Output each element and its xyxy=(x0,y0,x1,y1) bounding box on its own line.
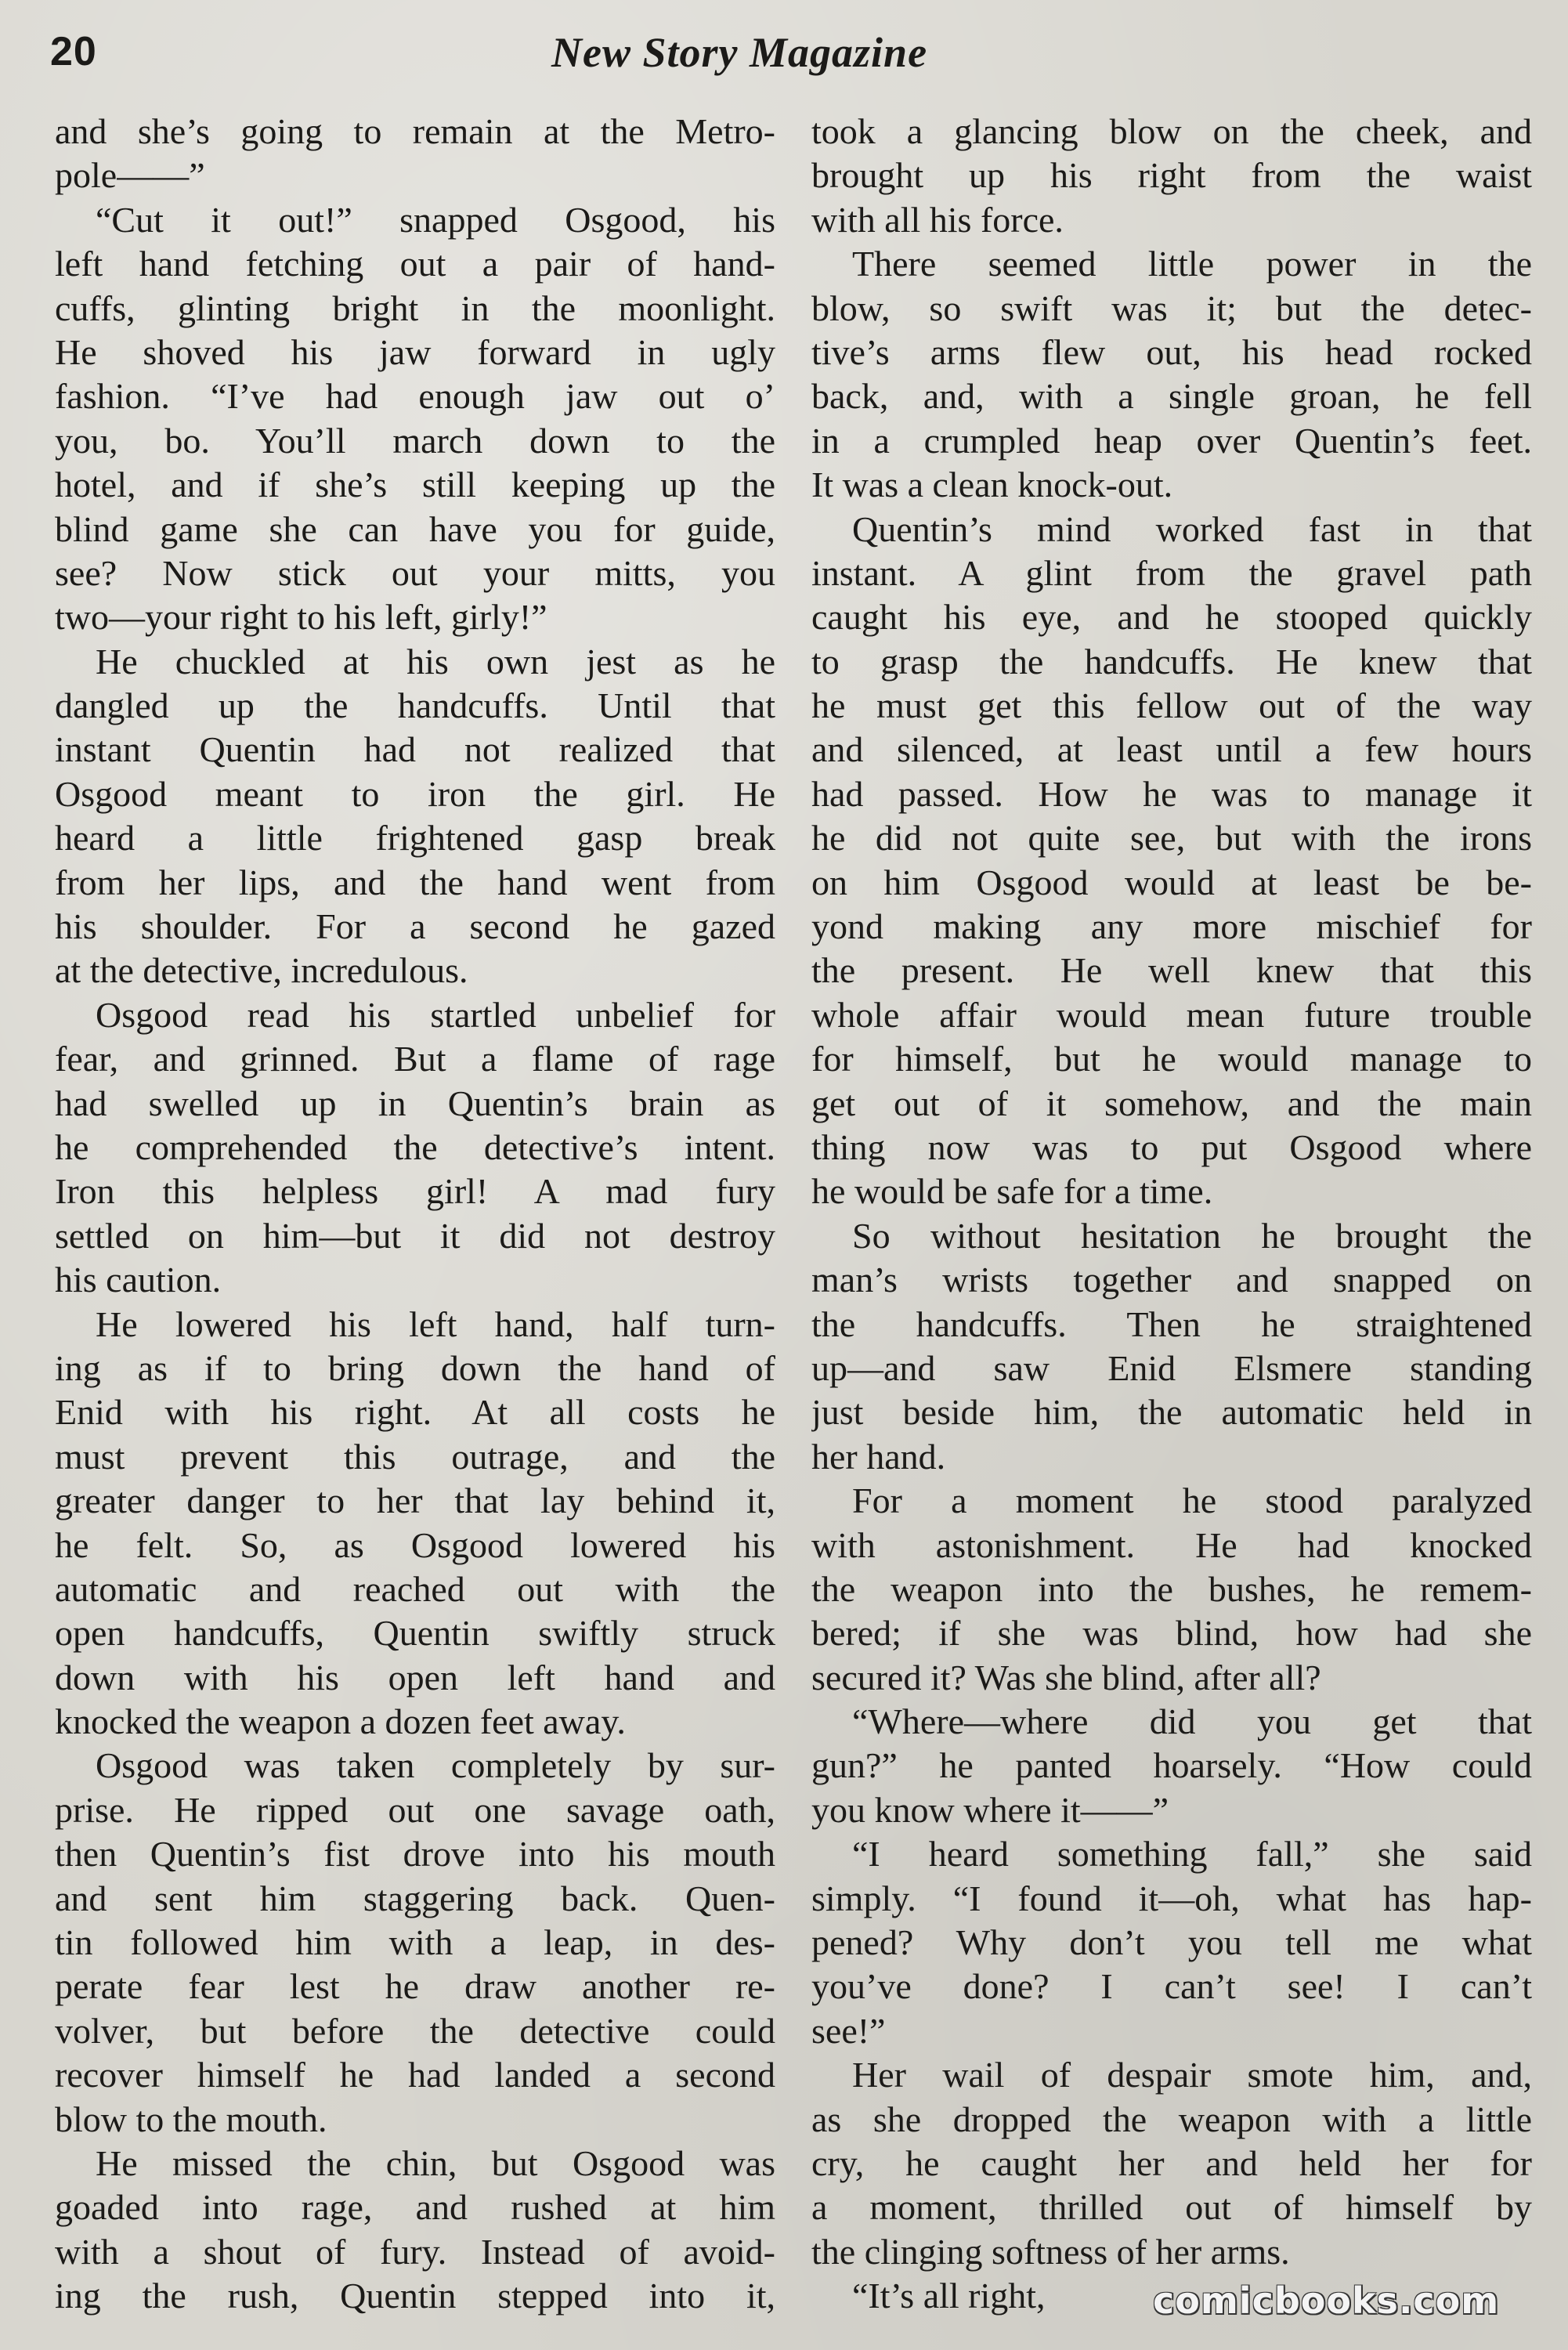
text-line: the handcuffs. Then he straightened xyxy=(811,1303,1532,1344)
text-line: It was a clean knock-out. xyxy=(811,465,1173,505)
text-line: pole——” xyxy=(55,155,205,196)
text-line: the clinging softness of her arms. xyxy=(811,2231,1290,2272)
page-number: 20 xyxy=(50,29,97,74)
text-line: blow, so swift was it; but the detec- xyxy=(811,287,1532,328)
text-line: he felt. So, as Osgood lowered his xyxy=(55,1524,775,1565)
text-line: with astonishment. He had knocked xyxy=(811,1524,1532,1565)
text-line: He missed the chin, but Osgood was xyxy=(96,2142,775,2183)
text-line: left hand fetching out a pair of hand- xyxy=(55,244,775,284)
text-line: prise. He ripped out one savage oath, xyxy=(55,1789,775,1830)
page-header xyxy=(50,28,1523,91)
text-line: ing as if to bring down the hand of xyxy=(55,1347,775,1388)
watermark-logo: comicbooks.com xyxy=(1153,2280,1500,2322)
text-line: secured it? Was she blind, after all? xyxy=(811,1657,1321,1697)
text-line: volver, but before the detective could xyxy=(55,2010,775,2051)
text-line: Osgood was taken completely by sur- xyxy=(96,1745,775,1786)
text-line: as she dropped the weapon with a little xyxy=(811,2099,1532,2139)
text-line: “I heard something fall,” she said xyxy=(852,1834,1532,1875)
text-line: to grasp the handcuffs. He knew that xyxy=(811,641,1532,682)
text-line: a moment, thrilled out of himself by xyxy=(811,2187,1532,2228)
text-line: yond making any more mischief for xyxy=(811,906,1532,947)
text-line: Osgood meant to iron the girl. He xyxy=(55,773,775,814)
text-line: recover himself he had landed a second xyxy=(55,2055,775,2095)
text-line: Enid with his right. At all costs he xyxy=(55,1392,775,1433)
text-line: instant. A glint from the gravel path xyxy=(811,552,1532,593)
text-line: from her lips, and the hand went from xyxy=(55,862,775,902)
text-line: fear, and grinned. But a flame of rage xyxy=(55,1039,775,1079)
text-line: He shoved his jaw forward in ugly xyxy=(55,331,775,372)
text-line: you’ve done? I can’t see! I can’t xyxy=(811,1966,1532,2007)
text-line: There seemed little power in the xyxy=(852,244,1532,284)
text-line: cry, he caught her and held her for xyxy=(811,2142,1532,2183)
text-line: the present. He well knew that this xyxy=(811,950,1532,991)
text-line: his caution. xyxy=(55,1260,222,1300)
text-line: and silenced, at least until a few hours xyxy=(811,729,1532,770)
text-line: see? Now stick out your mitts, you xyxy=(55,552,775,593)
text-line: settled on him—but it did not destroy xyxy=(55,1215,775,1256)
text-line: simply. “I found it—oh, what has hap- xyxy=(811,1878,1532,1918)
text-line: caught his eye, and he stooped quickly xyxy=(811,597,1532,638)
text-line: tin followed him with a leap, in des- xyxy=(55,1922,775,1963)
text-line: then Quentin’s fist drove into his mouth xyxy=(55,1834,775,1875)
text-line: knocked the weapon a dozen feet away. xyxy=(55,1701,626,1742)
left-text-column xyxy=(55,110,775,2319)
text-line: get out of it somehow, and the main xyxy=(811,1083,1532,1123)
text-line: Iron this helpless girl! A mad fury xyxy=(55,1171,775,1212)
text-line: two—your right to his left, girly!” xyxy=(55,597,547,638)
text-line: He lowered his left hand, half turn- xyxy=(96,1303,775,1344)
text-line: instant Quentin had not realized that xyxy=(55,729,775,770)
text-line: bered; if she was blind, how had she xyxy=(811,1613,1532,1654)
text-line: took a glancing blow on the cheek, and xyxy=(811,111,1532,151)
right-text-column xyxy=(811,110,1532,2319)
text-line: her hand. xyxy=(811,1436,946,1477)
text-line: “Cut it out!” snapped Osgood, his xyxy=(96,199,775,240)
text-line: back, and, with a single groan, he fell xyxy=(811,376,1532,417)
text-line: he comprehended the detective’s intent. xyxy=(55,1126,775,1167)
text-line: goaded into rage, and rushed at him xyxy=(55,2187,775,2228)
text-line: had swelled up in Quentin’s brain as xyxy=(55,1083,775,1123)
text-line: and she’s going to remain at the Metro- xyxy=(55,111,775,151)
text-line: open handcuffs, Quentin swiftly struck xyxy=(55,1613,775,1654)
magazine-title: New Story Magazine xyxy=(551,29,928,76)
text-line: you know where it——” xyxy=(811,1789,1169,1830)
text-line: blow to the mouth. xyxy=(55,2099,327,2139)
text-line: the weapon into the bushes, he remem- xyxy=(811,1568,1532,1609)
text-line: fashion. “I’ve had enough jaw out o’ xyxy=(55,376,775,417)
text-line: Osgood read his startled unbelief for xyxy=(96,994,775,1035)
text-line: whole affair would mean future trouble xyxy=(811,994,1532,1035)
text-line: brought up his right from the waist xyxy=(811,155,1532,196)
text-line: blind game she can have you for guide, xyxy=(55,508,775,549)
text-line: Her wail of despair smote him, and, xyxy=(852,2055,1532,2095)
text-line: at the detective, incredulous. xyxy=(55,950,468,991)
text-line: thing now was to put Osgood where xyxy=(811,1126,1532,1167)
text-line: dangled up the handcuffs. Until that xyxy=(55,685,775,726)
text-line: down with his open left hand and xyxy=(55,1657,775,1697)
text-line: up—and saw Enid Elsmere standing xyxy=(811,1347,1532,1388)
text-line: tive’s arms flew out, his head rocked xyxy=(811,331,1532,372)
text-line: in a crumpled heap over Quentin’s feet. xyxy=(811,420,1532,461)
text-line: For a moment he stood paralyzed xyxy=(852,1480,1532,1521)
text-line: on him Osgood would at least be be- xyxy=(811,862,1532,902)
text-line: pened? Why don’t you tell me what xyxy=(811,1922,1532,1963)
text-line: you, bo. You’ll march down to the xyxy=(55,420,775,461)
text-line: Quentin’s mind worked fast in that xyxy=(852,508,1532,549)
text-line: had passed. How he was to manage it xyxy=(811,773,1532,814)
text-line: must prevent this outrage, and the xyxy=(55,1436,775,1477)
text-line: heard a little frightened gasp break xyxy=(55,818,775,859)
text-line: perate fear lest he draw another re- xyxy=(55,1966,775,2007)
text-line: his shoulder. For a second he gazed xyxy=(55,906,775,947)
text-line: for himself, but he would manage to xyxy=(811,1039,1532,1079)
text-line: So without hesitation he brought the xyxy=(852,1215,1532,1256)
text-line: hotel, and if she’s still keeping up the xyxy=(55,465,775,505)
text-line: ing the rush, Quentin stepped into it, xyxy=(55,2276,775,2316)
text-line: gun?” he panted hoarsely. “How could xyxy=(811,1745,1532,1786)
text-line: automatic and reached out with the xyxy=(55,1568,775,1609)
text-line: and sent him staggering back. Quen- xyxy=(55,1878,775,1918)
text-line: greater danger to her that lay behind it, xyxy=(55,1480,775,1521)
text-line: he would be safe for a time. xyxy=(811,1171,1213,1212)
text-line: man’s wrists together and snapped on xyxy=(811,1260,1532,1300)
text-line: with a shout of fury. Instead of avoid- xyxy=(55,2231,775,2272)
text-line: “It’s all right, xyxy=(852,2276,1046,2316)
text-line: He chuckled at his own jest as he xyxy=(96,641,775,682)
text-line: with all his force. xyxy=(811,199,1064,240)
text-line: “Where—where did you get that xyxy=(852,1701,1532,1742)
text-line: see!” xyxy=(811,2010,886,2051)
text-line: cuffs, glinting bright in the moonlight. xyxy=(55,287,775,328)
text-line: he did not quite see, but with the irons xyxy=(811,818,1532,859)
text-line: he must get this fellow out of the way xyxy=(811,685,1532,726)
text-line: just beside him, the automatic held in xyxy=(811,1392,1532,1433)
